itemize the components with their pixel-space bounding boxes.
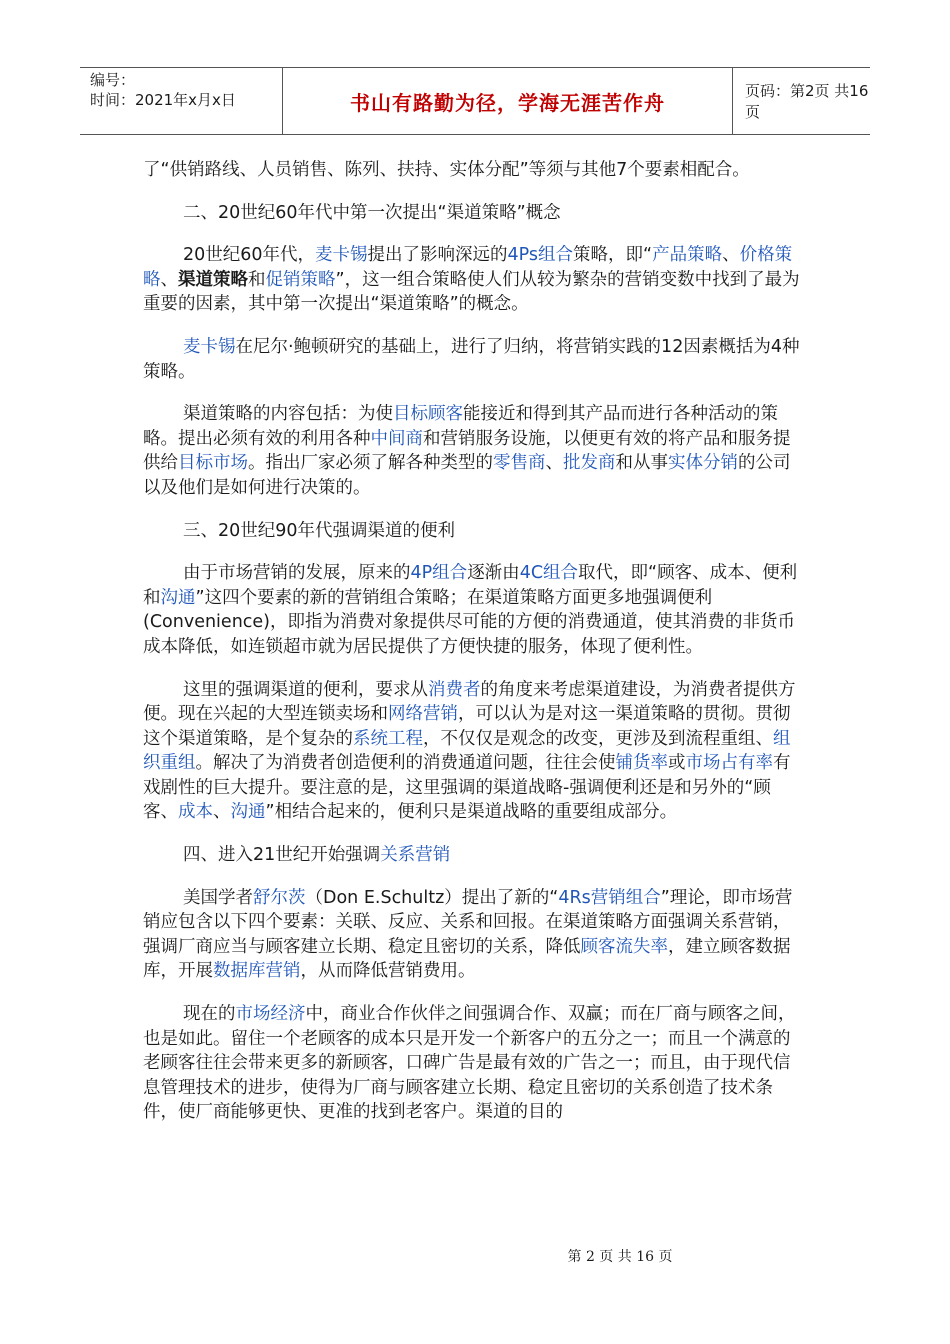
text-run: 了“供销路线、人员销售、陈列、扶持、实体分配”等须与其他7个要素相配合。 <box>143 160 750 180</box>
body-paragraph <box>143 243 803 317</box>
body-paragraph <box>143 886 803 984</box>
page-header <box>80 67 870 135</box>
term-link[interactable]: 4Ps组合 <box>507 245 574 266</box>
text-run: 由于市场营销的发展，原来的 <box>183 563 411 584</box>
text-run: ”，这一组合策略使人们从较为繁杂的营销变数中找到了最为重要的因素，其中第一次提出“渠道策略”的概念。 <box>143 269 800 315</box>
term-link[interactable]: 促销策略 <box>265 269 336 290</box>
term-link[interactable]: 价格策略 <box>143 245 793 290</box>
text-run: 二、20世纪60年代中第一次提出“渠道策略”概念 <box>183 202 561 223</box>
body-paragraph <box>143 561 803 659</box>
text-run: 三、20世纪90年代强调渠道的便利 <box>183 520 456 541</box>
text-run: 、 <box>160 269 178 290</box>
text-run: 。指出厂家必须了解各种类型的 <box>248 453 493 474</box>
text-run: 能接近和得到其产品而进行各种活动的策略。提出必须有效的利用各种 <box>143 404 778 449</box>
text-run: （Don E.Schultz）提出了新的“ <box>305 887 559 908</box>
text-run: 这里的强调渠道的便利，要求从 <box>183 679 428 700</box>
term-link[interactable]: 实体分销 <box>668 453 738 474</box>
term-link[interactable]: 市场占有率 <box>685 753 773 774</box>
document-date: 时间：2021年x月x日 <box>90 91 236 109</box>
text-run: 渠道策略的内容包括：为使 <box>183 404 393 425</box>
body-paragraph <box>143 158 803 183</box>
term-link[interactable]: 麦卡锡 <box>315 245 368 266</box>
text-run: 四、进入21世纪开始强调 <box>183 845 381 866</box>
term-link[interactable]: 市场经济 <box>235 1004 306 1025</box>
text-run: 和从事 <box>615 453 668 474</box>
document-number-label: 编号： <box>90 71 136 89</box>
term-link[interactable]: 成本 <box>178 802 213 823</box>
term-link[interactable]: 产品策略 <box>652 245 723 266</box>
text-run: 有戏剧性的巨大提升。要注意的是，这里强调的渠道战略-强调便利还是和另外的“顾客、 <box>143 753 791 823</box>
text-run: ，从而降低营销费用。 <box>300 961 476 982</box>
text-run: 的角度来考虑渠道建设，为消费者提供方便。现在兴起的大型连锁卖场和 <box>143 679 796 725</box>
term-link[interactable]: 组织重组 <box>143 728 791 774</box>
body-paragraph <box>143 201 803 226</box>
text-run: 取代，即“顾客、成本、便利和 <box>143 563 798 608</box>
text-run: 策略，即“ <box>573 245 653 266</box>
header-page-cell <box>733 68 870 134</box>
body-paragraph <box>143 678 803 826</box>
text-run: ，建立顾客数据库，开展 <box>143 936 791 982</box>
body-paragraph <box>143 1002 803 1125</box>
body-paragraph <box>143 402 803 500</box>
term-link[interactable]: 4P组合 <box>410 563 468 584</box>
term-link[interactable]: 铺货率 <box>615 753 668 774</box>
text-run: ，可以认为是对这一渠道策略的贯彻。贯彻这个渠道策略，是个复杂的 <box>143 704 791 749</box>
term-link[interactable]: 数据库营销 <box>213 961 301 982</box>
body-paragraph <box>143 335 803 384</box>
term-link[interactable]: 沟通 <box>230 802 266 823</box>
term-link[interactable]: 顾客流失率 <box>580 936 668 957</box>
text-run: ”相结合起来的，便利只是渠道战略的重要组成部分。 <box>265 802 678 823</box>
term-link[interactable]: 消费者 <box>428 679 481 700</box>
term-link[interactable]: 目标顾客 <box>393 404 463 425</box>
term-link[interactable]: 4Rs营销组合 <box>558 887 661 908</box>
term-link[interactable]: 系统工程 <box>353 728 423 749</box>
header-motto: 书山有路勤为径，学海无涯苦作舟 <box>350 90 665 115</box>
text-run: 中，商业合作伙伴之间强调合作、双赢；而在厂商与顾客之间，也是如此。留住一个老顾客的成本只是开发一个新客户的五分之一；而且一个满意的老顾客往往会带来更多的新顾客，口碑广告是最有效的广告之一；而且，由于现代信息管理技术的进步，使得为厂商与顾客建立长期、稳定且密切的关系创造了技术条件，使厂商能够更快、更准的找到老客户。渠道的目的 <box>143 1004 796 1123</box>
page-footer <box>0 1246 950 1266</box>
text-run: 美国学者 <box>183 887 253 908</box>
text-run: 、 <box>213 802 231 823</box>
term-link[interactable]: 网络营销 <box>388 704 458 725</box>
text-run: ，不仅仅是观念的改变，更涉及到流程重组、 <box>423 728 773 749</box>
term-link[interactable]: 舒尔茨 <box>253 887 306 908</box>
text-run: 。解决了为消费者创造便利的消费通道问题，往往会使 <box>195 753 616 774</box>
text-run: 在尼尔·鲍顿研究的基础上，进行了归纳，将营销实践的12因素概括为4种策略。 <box>143 336 800 382</box>
term-link[interactable]: 4C组合 <box>519 563 579 584</box>
text-run: 逐渐由 <box>467 563 520 584</box>
text-run: 现在的 <box>183 1004 236 1025</box>
text-run: 提出了影响深远的 <box>367 245 508 266</box>
term-link[interactable]: 目标市场 <box>178 453 248 474</box>
body-paragraph <box>143 843 803 868</box>
term-link[interactable]: 零售商 <box>493 453 546 474</box>
bold-term: 渠道策略 <box>178 269 248 290</box>
text-run: 、 <box>722 245 740 266</box>
text-run: 20世纪60年代， <box>183 245 316 266</box>
text-run: 和 <box>248 269 266 290</box>
body-paragraph <box>143 519 803 544</box>
text-run: ”理论，即市场营销应包含以下四个要素：关联、反应、关系和回报。在渠道策略方面强调关系营销，强调厂商应当与顾客建立长期、稳定且密切的关系，降低 <box>143 887 793 957</box>
document-body <box>143 158 803 1143</box>
text-run: 的公司以及他们是如何进行决策的。 <box>143 453 791 498</box>
footer-page-number: 第 2 页 共 16 页 <box>567 1249 673 1265</box>
term-link[interactable]: 批发商 <box>563 453 616 474</box>
header-page-number: 页码：第2页 共16页 <box>745 82 869 121</box>
header-motto-cell <box>283 68 733 134</box>
text-run: ”这四个要素的新的营销组合策略；在渠道策略方面更多地强调便利(Convenience)，即指为消费对象提供尽可能的方便的消费通道，使其消费的非货币成本降低，如连锁超市就为居民提供了方便快捷的服务，体现了便利性。 <box>143 587 795 657</box>
text-run: 或 <box>668 753 686 774</box>
term-link[interactable]: 麦卡锡 <box>183 336 236 357</box>
text-run: 、 <box>545 453 563 474</box>
text-run: 和营销服务设施，以便更有效的将产品和服务提供给 <box>143 428 791 474</box>
term-link[interactable]: 中间商 <box>370 428 423 449</box>
term-link[interactable]: 关系营销 <box>380 845 451 866</box>
header-meta <box>80 68 283 134</box>
term-link[interactable]: 沟通 <box>160 587 196 608</box>
